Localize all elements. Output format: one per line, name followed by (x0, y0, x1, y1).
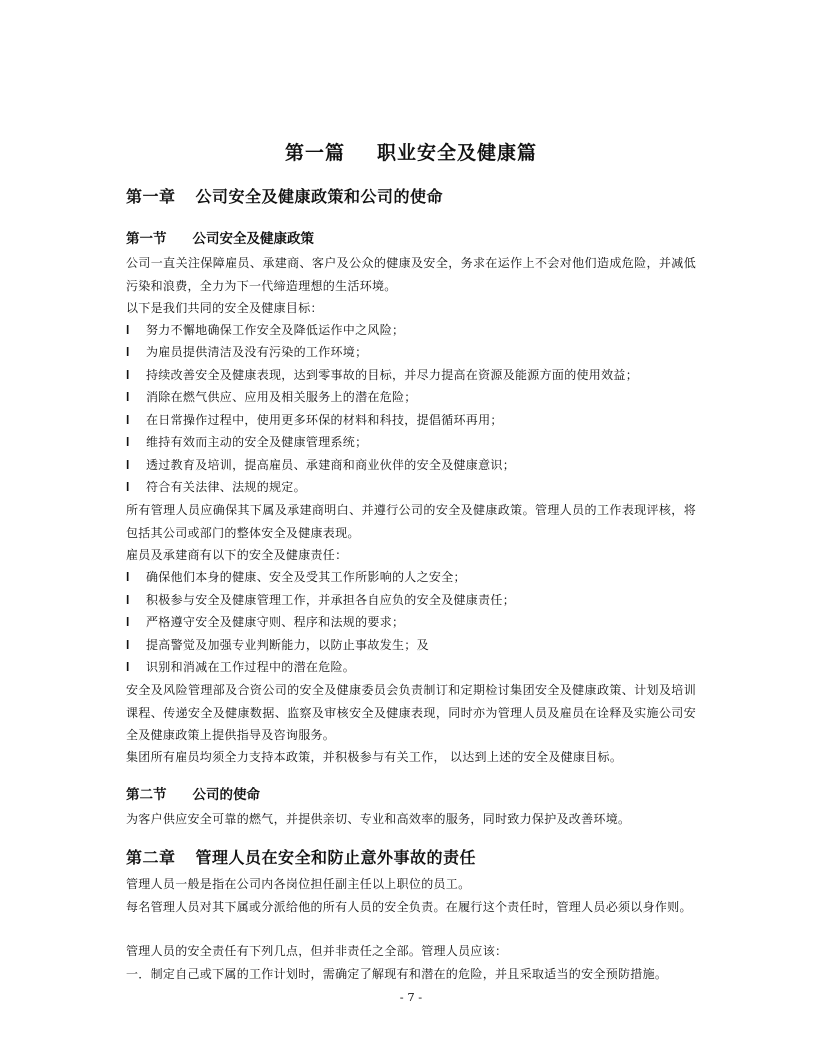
bullet-mark: l (126, 615, 130, 629)
goal-item: l 符合有关法律、法规的规定。 (126, 476, 306, 499)
bullet-mark: l (126, 458, 130, 472)
section-2-label: 第二节 (126, 787, 167, 803)
part-title-label: 第一篇 (284, 142, 345, 164)
duty-item: l 提高警觉及加强专业判断能力，以防止事故发生；及 (126, 634, 429, 657)
goal-item: l 消除在燃气供应、应用及相关服务上的潜在危险； (126, 386, 417, 409)
chapter-2-label: 第二章 (126, 848, 176, 867)
bullet-mark: l (126, 345, 130, 359)
goal-item: l 透过教育及培训，提高雇员、承建商和商业伙伴的安全及健康意识； (126, 454, 515, 477)
all-staff-paragraph: 集团所有雇员均须全力支持本政策，并积极参与有关工作， 以达到上述的安全及健康目标。 (126, 750, 623, 764)
bullet-mark: l (126, 480, 130, 494)
duty-item: l 严格遵守安全及健康守则、程序和法规的要求； (126, 611, 404, 634)
bullet-mark: l (126, 660, 130, 674)
section-1-label: 第一节 (126, 231, 167, 247)
chapter-2-paragraph-3: 管理人员的安全责任有下列几点，但并非责任之全部。管理人员应该： (126, 944, 508, 958)
goals-lead: 以下是我们共同的安全及健康目标： (126, 301, 323, 315)
bullet-mark: l (126, 413, 130, 427)
duty-item: l 确保他们本身的健康、安全及受其工作所影响的人之安全； (126, 566, 466, 589)
bullet-mark: l (126, 570, 130, 584)
section-2-title: 公司的使命 (192, 787, 260, 803)
bullet-mark: l (126, 435, 130, 449)
chapter-1-label: 第一章 (126, 187, 176, 206)
chapter-2-title: 管理人员在安全和防止意外事故的责任 (195, 848, 477, 867)
section-1-intro: 公司一直关注保障雇员、承建商、客户及公众的健康及安全，务求在运作上不会对他们造成危险，并减低污染和浪费，全力为下一代缔造理想的生活环境。 (126, 256, 696, 293)
part-title (126, 138, 696, 165)
section-1-heading (126, 227, 314, 247)
bullet-mark: l (126, 638, 130, 652)
page-number: - 7 - (399, 990, 423, 1004)
goal-item: l 持续改善安全及健康表现，达到零事故的目标，并尽力提高在资源及能源方面的使用效益； (126, 364, 638, 387)
bullet-mark: l (126, 390, 130, 404)
chapter-1-title: 公司安全及健康政策和公司的使命 (195, 187, 444, 206)
bullet-mark: l (126, 323, 130, 337)
managers-paragraph: 所有管理人员应确保其下属及承建商明白、并遵行公司的安全及健康政策。管理人员的工作表现评核，将包括其公司或部门的整体安全及健康表现。 (126, 503, 696, 540)
chapter-1-heading (126, 184, 443, 207)
duty-item: l 识别和消减在工作过程中的潜在危险。 (126, 656, 355, 679)
chapter-2-paragraph-1: 管理人员一般是指在公司内各岗位担任副主任以上职位的员工。 (126, 877, 471, 891)
chapter-2-paragraph-4: 一．制定自己或下属的工作计划时，需确定了解现有和潜在的危险，并且采取适当的安全预防措施。 (126, 967, 668, 981)
bullet-mark: l (126, 593, 130, 607)
bullet-mark: l (126, 368, 130, 382)
duties-lead: 雇员及承建商有以下的安全及健康责任： (126, 548, 348, 562)
part-title-text: 职业安全及健康篇 (377, 142, 538, 164)
goal-item: l 维持有效而主动的安全及健康管理系统； (126, 431, 367, 454)
chapter-2-heading (126, 845, 476, 868)
duty-item: l 积极参与安全及健康管理工作，并承担各自应负的安全及健康责任； (126, 589, 515, 612)
goal-item: l 努力不懈地确保工作安全及降低运作中之风险； (126, 319, 404, 342)
section-1-title: 公司安全及健康政策 (192, 231, 314, 247)
goal-item: l 为雇员提供清洁及没有污染的工作环境； (126, 341, 367, 364)
goal-item: l 在日常操作过程中，使用更多环保的材料和科技，提倡循环再用； (126, 409, 503, 432)
chapter-2-paragraph-2: 每名管理人员对其下属或分派给他的所有人员的安全负责。在履行这个责任时，管理人员必须以身作则。 (126, 900, 692, 914)
department-paragraph: 安全及风险管理部及合资公司的安全及健康委员会负责制订和定期检讨集团安全及健康政策、计划及培训课程、传递安全及健康数据、监察及审核安全及健康表现，同时亦为管理人员及雇员在诠释及实施公司安全及健康政策上提供指导及咨询服务。 (126, 683, 696, 742)
mission-paragraph: 为客户供应安全可靠的燃气，并提供亲切、专业和高效率的服务，同时致力保护及改善环境。 (126, 812, 631, 826)
section-2-heading (126, 783, 260, 803)
